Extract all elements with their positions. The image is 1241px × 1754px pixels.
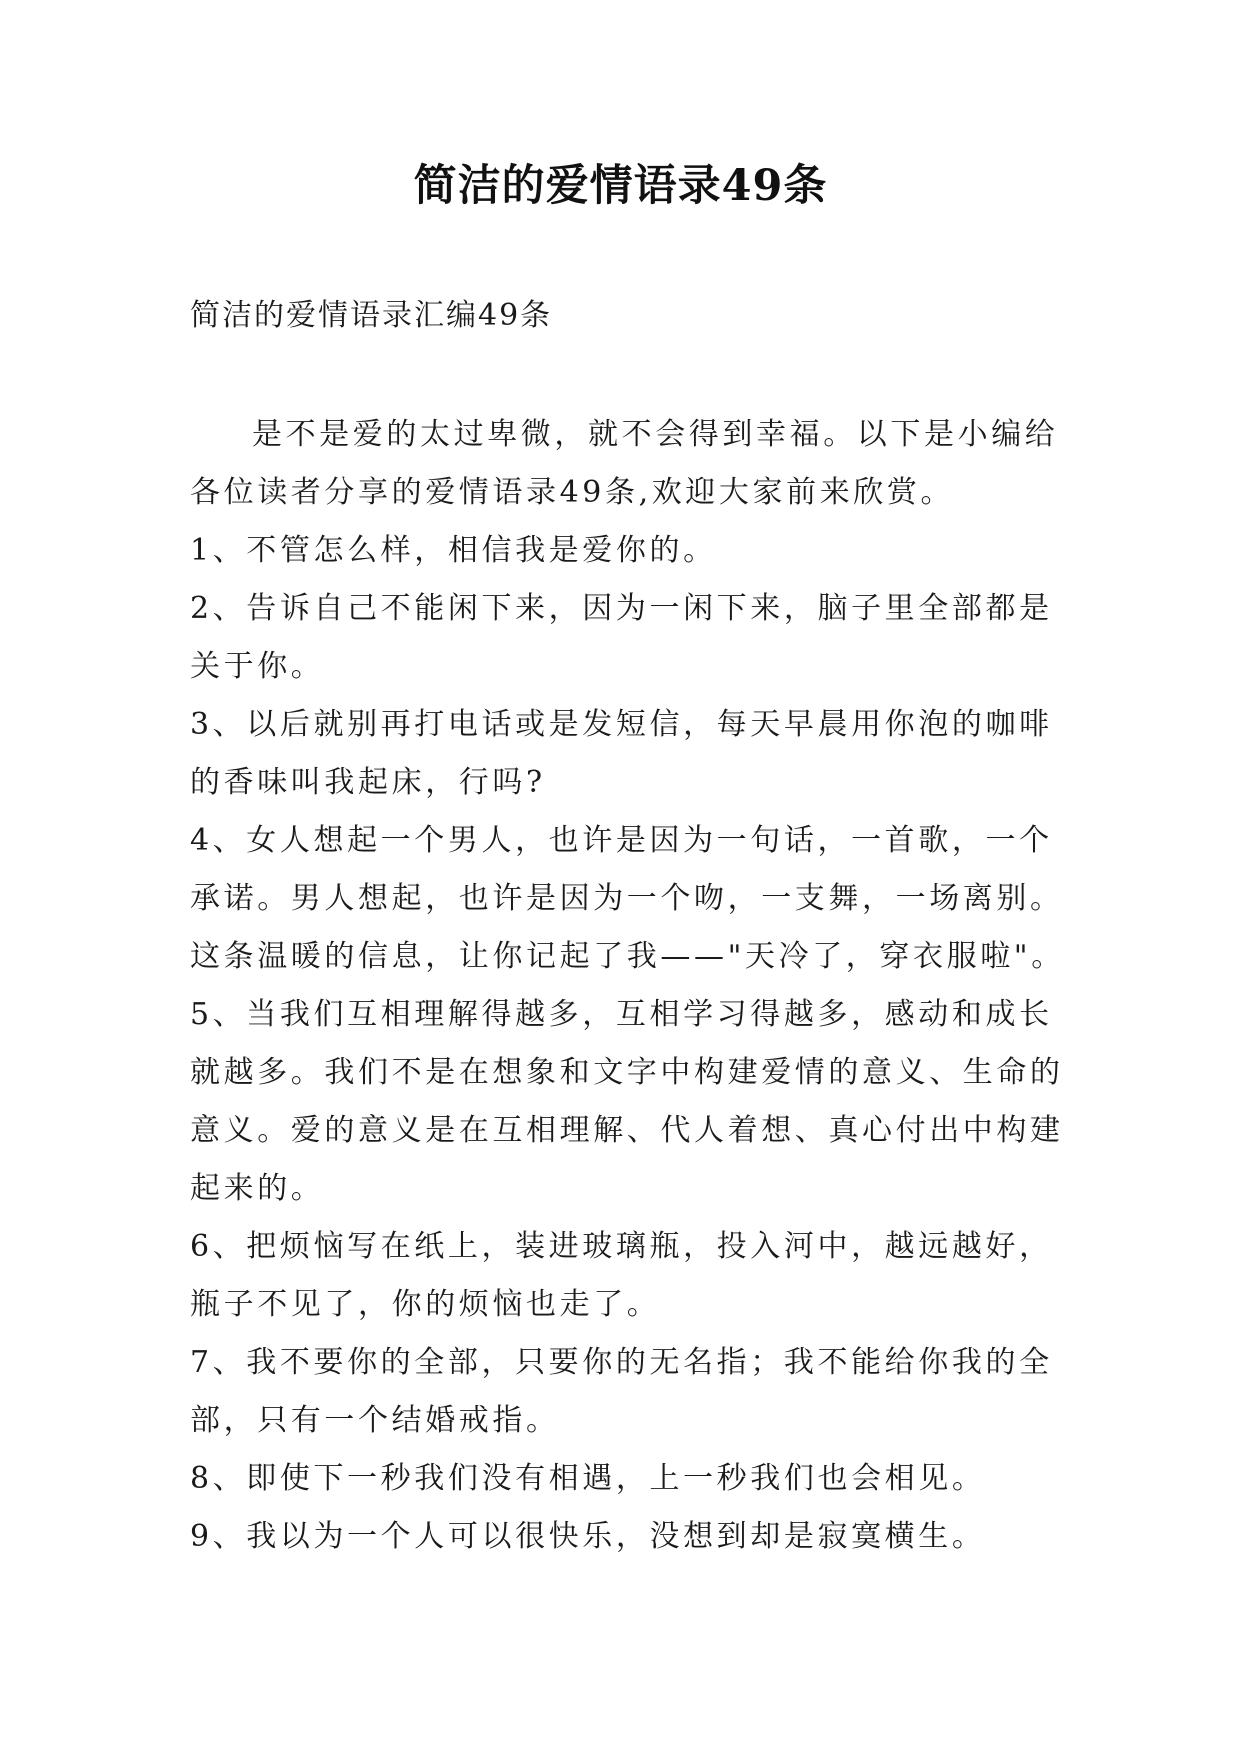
quote-item-6: 6、把烦恼写在纸上，装进玻璃瓶，投入河中，越远越好，瓶子不见了，你的烦恼也走了。 bbox=[190, 1229, 1053, 1322]
quote-item-7: 7、我不要你的全部，只要你的无名指；我不能给你我的全部，只有一个结婚戒指。 bbox=[190, 1345, 1053, 1438]
quote-item-5: 5、当我们互相理解得越多，互相学习得越多，感动和成长就越多。我们不是在想象和文字中构建爱情的意义、生命的意义。爱的意义是在互相理解、代人着想、真心付出中构建起来的。 bbox=[190, 997, 1064, 1206]
intro-paragraph: 是不是爱的太过卑微，就不会得到幸福。以下是小编给各位读者分享的爱情语录49条,欢迎大家前来欣赏。 bbox=[190, 417, 1059, 510]
document-subtitle: 简洁的爱情语录汇编49条 bbox=[190, 298, 553, 333]
document-title: 简洁的爱情语录49条 bbox=[413, 161, 828, 211]
quote-item-8: 8、即使下一秒我们没有相遇，上一秒我们也会相见。 bbox=[190, 1461, 986, 1496]
quote-item-1: 1、不管怎么样，相信我是爱你的。 bbox=[190, 533, 717, 568]
quote-item-4: 4、女人想起一个男人，也许是因为一句话，一首歌，一个承诺。男人想起，也许是因为一个吻，一支舞，一场离别。这条温暖的信息，让你记起了我——"天冷了，穿衣服啦"。 bbox=[190, 823, 1065, 974]
document-body bbox=[190, 406, 1070, 1566]
quote-item-3: 3、以后就别再打电话或是发短信，每天早晨用你泡的咖啡的香味叫我起床，行吗? bbox=[190, 707, 1053, 800]
quote-item-9: 9、我以为一个人可以很快乐，没想到却是寂寞横生。 bbox=[190, 1519, 986, 1554]
quote-item-2: 2、告诉自己不能闲下来，因为一闲下来，脑子里全部都是关于你。 bbox=[190, 591, 1053, 684]
